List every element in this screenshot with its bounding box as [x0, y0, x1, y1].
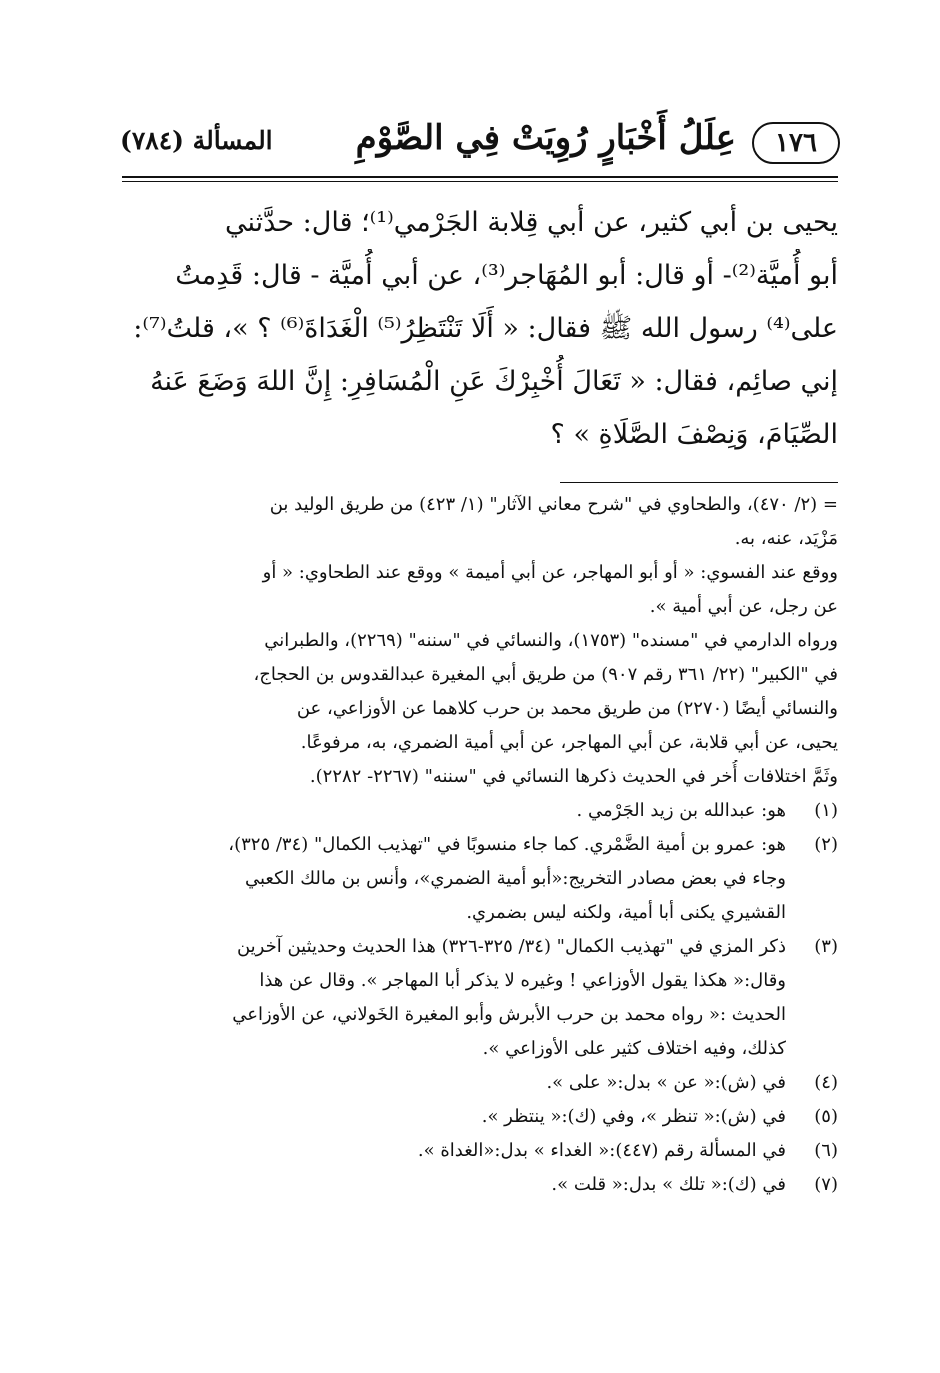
footnote-line: كذلك، وفيه اختلاف كثير على الأوزاعي ».	[482, 1038, 786, 1059]
footnote-line: وجاء في بعض مصادر التخريج:«أبو أمية الضمري»، وأنس بن مالك الكعبي	[244, 868, 786, 889]
footnote-line: ورواه الدارمي في "مسنده" (١٧٥٣)، والنسائي في "سننه" (٢٢٦٩)، والطبراني	[264, 630, 838, 651]
header-rule-thin	[122, 181, 838, 182]
footnote-line: هو: عمرو بن أمية الضَّمْري. كما جاء منسوبًا في "تهذيب الكمال" (٣٤/ ٣٢٥)،	[228, 834, 786, 855]
footnote-line: والنسائي أيضًا (٢٢٧٠) من طريق محمد بن حرب كلاهما عن الأوزاعي، عن	[296, 698, 838, 719]
page-number-badge: ١٧٦	[752, 122, 840, 164]
footnote-line: عن رجل، عن أبي أمية ».	[649, 596, 838, 617]
footnote-line: وثَمَّ اختلافات أُخر في الحديث ذكرها النسائي في "سننه" (٢٢٦٧- ٢٢٨٢).	[309, 766, 838, 787]
footnote-line: ووقع عند الفسوي: « أو أبو المهاجر، عن أبي أميمة » ووقع عند الطحاوي: « أو	[262, 562, 838, 583]
footnote-number: (٦)	[814, 1140, 838, 1161]
footnote-line: القشيري يكنى أبا أمية، ولكنه ليس بضمري.	[466, 902, 786, 923]
footnote-continuation	[120, 488, 838, 794]
footnote-line: في (ش):« عن » بدل:« على ».	[546, 1072, 786, 1093]
footnote-separator	[560, 482, 838, 483]
main-text-line: يحيى بن أبي كثير، عن أبي قِلابة الجَرْمي⁽¹⁾؛ قال: حدَّثني	[225, 207, 838, 238]
footnote-1	[120, 794, 838, 828]
footnote-number: (٧)	[814, 1174, 838, 1195]
main-text-line: على⁽⁴⁾ رسول الله ﷺ فقال: « أَلَا تَنْتَظِرُ⁽⁵⁾ الْغَدَاةَ⁽⁶⁾ ؟ »، قلتُ⁽⁷⁾:	[133, 313, 838, 344]
footnote-line: وقال:« هكذا يقول الأوزاعي ! وغيره لا يذكر أبا المهاجر ». وقال عن هذا	[259, 970, 786, 991]
header-rule	[122, 176, 838, 178]
footnote-number: (١)	[814, 800, 838, 821]
footnote-line: يحيى، عن أبي قلابة، عن أبي المهاجر، عن أبي أمية الضمري، به، مرفوعًا.	[300, 732, 838, 753]
footnote-number: (٤)	[814, 1072, 838, 1093]
section-label: المسألة (٧٨٤)	[120, 126, 273, 155]
footnote-7	[120, 1168, 838, 1202]
footnote-5	[120, 1100, 838, 1134]
main-text-line: الصِّيَامَ، وَنِصْفَ الصَّلَاةِ » ؟	[550, 419, 838, 450]
footnote-line: في (ش):« تنظر »، وفي (ك):« ينتظر ».	[481, 1106, 786, 1127]
footnote-line: مَزْيَد، عنه، به.	[734, 528, 838, 549]
main-text-line: أبو أُميَّة⁽²⁾- أو قال: أبو المُهَاجر⁽³⁾، عن أبي أُميَّة - قال: قَدِمتُ	[175, 260, 838, 291]
footnote-number: (٢)	[814, 834, 838, 855]
main-text	[112, 196, 838, 461]
footnote-line: في "الكبير" (٢٢/ ٣٦١ رقم ٩٠٧) من طريق أبي المغيرة عبدالقدوس بن الحجاج،	[253, 664, 838, 685]
footnote-6	[120, 1134, 838, 1168]
footnote-4	[120, 1066, 838, 1100]
page-header	[120, 118, 840, 178]
footnote-2	[120, 828, 838, 930]
footnote-3	[120, 930, 838, 1066]
footnote-number: (٣)	[814, 936, 838, 957]
footnote-line: في المسألة رقم (٤٤٧):« الغداء » بدل:«الغداة ».	[417, 1140, 786, 1161]
footnote-line: ذكر المزي في "تهذيب الكمال" (٣٤/ ٣٢٥-٣٢٦) هذا الحديث وحديثين آخرين	[236, 936, 786, 957]
footnote-number: (٥)	[814, 1106, 838, 1127]
footnotes	[120, 488, 838, 1202]
main-text-line: إني صائِم، فقال: « تَعَالَ أُخْبِرْكَ عَنِ الْمُسَافِرِ: إِنَّ اللهَ وَضَعَ عَنهُ	[150, 366, 838, 397]
footnote-line: = (٢/ ٤٧٠)، والطحاوي في "شرح معاني الآثار" (١/ ٤٢٣) من طريق الوليد بن	[269, 494, 838, 515]
footnote-line: الحديث :« رواه محمد بن حرب الأبرش وأبو المغيرة الخَولاني، عن الأوزاعي	[232, 1004, 786, 1025]
footnote-line: في (ك):« تلك » بدل:« قلت ».	[551, 1174, 786, 1195]
running-title: عِلَلُ أَخْبَارٍ رُوِيَتْ فِي الصَّوْمِ	[355, 118, 736, 158]
footnote-line: هو: عبدالله بن زيد الجَرْمي .	[576, 800, 786, 821]
